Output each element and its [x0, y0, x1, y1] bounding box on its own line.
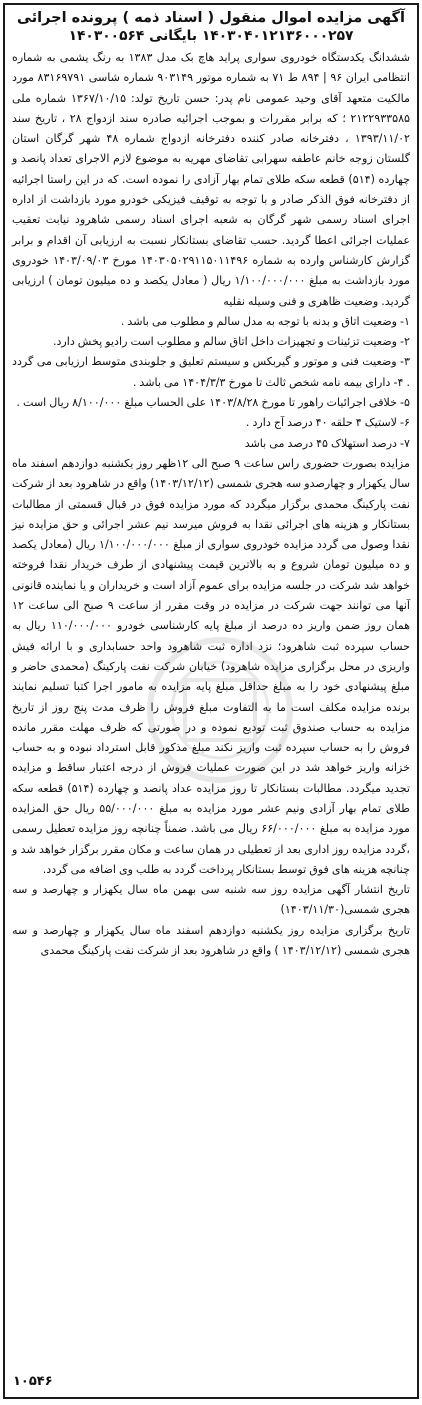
condition-item-3-4: ۳- وضعیت فنی و موتور و گیربکس و سیستم تعلیق و جلوبندی متوسط ارزیابی می گردد . ۴- دارای بیمه نامه شخص ثالث تا مورخ ۱۴۰۴/۳/۳ می باشد .: [12, 355, 410, 389]
auction-date-paragraph: تاریخ برگزاری مزایده روز یکشنبه دوازدهم اسفند ماه سال یکهزار و چهارصد و سه هجری شمسی (۱۴۰۳/۱۲/۱۲ ) واقع در شاهرود بعد از شرکت نفت پارکینگ محمدی: [12, 923, 410, 958]
condition-item-1: ۱- وضعیت اتاق و بدنه با توجه به مدل سالم و مطلوب می باشد .: [120, 314, 410, 328]
condition-item-7: ۷- درصد استهلاک ۴۵ درصد می باشد: [244, 436, 410, 450]
condition-item-2: ۲- وضعیت تزئینات و تجهیزات داخل اتاق سالم و مطلوب است رادیو پخش دارد.: [52, 335, 410, 349]
condition-item-6: ۶- لاستیک ۴ حلقه ۴۰ درصد آج دارد .: [245, 416, 410, 430]
notice-title: آگهی مزایده اموال منقول ( اسناد ذمه ) پرونده اجرائی: [17, 10, 405, 26]
publication-date-paragraph: تاریخ انتشار آگهی مزایده روز سه شنبه سی بهمن ماه سال یکهزار و چهارصد و سه هجری شمسی(۱۴۰۳/۱۱/۳۰): [12, 883, 410, 917]
auction-terms-paragraph: مزایده بصورت حضوری راس ساعت ۹ صبح الی ۱۲ظهر روز یکشنبه دوازدهم اسفند ماه سال یکهزار و چهارصدو سه هجری شمسی (۱۴۰۳/۱۲/۱۲) واقع در شاهرود بعد از شرکت نفت پارکینگ محمدی برگزار میگردد که مورد مزایده فوق در قبال قسمتی از مطالبات بستانکار و هزینه های اجرائی نقدا به فروش میرسد نیم عشر اجرائی و حق مزایده نیز نقدا وصول می گردد مزایده خودروی سواری از مبلغ ۱/۱۰۰/۰۰۰/۰۰۰ ریال (معادل یکصد و ده میلیون تومان شروع و به بالاترین قیمت پیشنهادی از طرف خریدار نقدا فروخته خواهد شد شرکت در جلسه مزایده برای عموم آزاد است و خریداران و یا نماینده قانونی آنها می توانند جهت شرکت در مزایده در وقت مقرر از ساعت ۹ صبح الی ساعت ۱۲ همان روز ضمن واریز ده درصد از مبلغ پایه کارشناسی خودرو ۱۱۰/۰۰۰/۰۰۰ ریال به حساب سپرده ثبت شاهرود؛ نزد اداره ثبت شاهرود واحد حسابداری و با ارائه فیش واریزی در محل برگزاری مزایده شاهرود) خیابان شرکت نفت پارکینگ (محمدی حاضر و مبلغ پیشنهادی خود را به مبلغ حداقل مبلغ پایه مزایده به مامور اجرا کتبا تسلیم نمایند برنده مزایده مکلف است ما به التفاوت مبلغ فروش را ظرف مدت پنج روز از تاریخ مزایده به حساب صندوق ثبت تودیع نموده و در صورتی که ظرف مهلت مقرر مانده فروش را به حساب سپرده ثبت واریز نکند مبلغ مذکور قابل استرداد نبوده و به حساب خزانه واریز خواهد شد در این صورت عملیات فروش از درجه اعتبار ساقط و مزایده تجدید میگردد. مطالبات بستانکار تا روز مزایده عداد پانصد و چهارده (۵۱۴) قطعه سکه طلای تمام بهار آزادی ونیم عشر مورد مزایده به مبلغ ۵۵/۰۰۰/۰۰۰ ریال حق المزایده مورد مزایده به مبلغ ۶۶/۰۰۰/۰۰۰ ریال می باشد. ضمناً چنانچه روز مزایده تعطیل رسمی ،گردد مزایده روز اداری بعد از تعطیلی در همان ساعت و مکان مقرر برگزار خواهد شد و چنانچه هزینه های فوق توسط بستانکار پرداخت گردد به طلب وی اضافه می گردد.: [12, 456, 410, 876]
notice-file-number: ۱۴۰۳۰۴۰۱۲۱۳۶۰۰۰۲۵۷ بایگانی ۱۴۰۳۰۰۵۶۴: [68, 28, 354, 44]
auction-notice: [3, 3, 419, 1399]
condition-item-5: ۵- خلافی اجرائیات راهور تا مورخ ۱۴۰۳/۸/۲۸ علی الحساب مبلغ ۸/۱۰۰/۰۰۰ ریال است .: [16, 396, 410, 410]
vehicle-description-paragraph: ششدانگ یکدستگاه خودروی سواری پراید هاچ بک مدل ۱۳۸۳ به رنگ یشمی به شماره انتظامی ایران ۹۶ | ۸۹۴ ط ۷۱ به شماره موتور ۹۰۳۱۴۹ شماره شاسی ۸۳۱۶۹۷۹۱ مورد مالکیت متعهد آقای وحید عمومی نام پدر: حسن تاریخ تولد: ۱۳۶۷/۱۰/۱۵ شماره ملی ۲۱۲۲۹۳۳۵۸۵ ؛ که برابر مقررات و بموجب اجرائیه صادره سند ازدواج ۲۸ ، تاریخ سند ۱۳۹۳/۱۱/۰۲ ، دفترخانه صادر کننده دفترخانه ازدواج شماره ۴۸ شهر گرگان استان گلستان زوجه خانم عاطفه سهرابی تقاضای مهریه به موضوع لازم الاجرای تعداد پانصد و چهارده (۵۱۴) قطعه سکه طلای تمام بهار آزادی را نموده است. که در این راستا اجرائیه از دفترخانه فوق الذکر صادر و با توجه به توقیف فیزیکی خودرو مورد بازداشت از اداره اجرای اسناد رسمی شهر گرگان به شعبه اجرای اسناد رسمی شاهرود نیابت تعقیب عملیات اجرائی اعطا گردید. حسب تقاضای بستانکار نسبت به ارزیابی آن اقدام و برابر گزارش کارشناس وارده به شماره ۱۴۰۳۰۵۰۲۹۱۱۵۰۱۱۴۹۶ مورخ ۱۴۰۳/۰۹/۰۳ خودروی مورد بازداشت به مبلغ ۱/۱۰۰/۰۰۰/۰۰۰ ریال ( معادل یکصد و ده میلیون تومان ) ارزیابی گردید. وضعیت ظاهری و فنی وسیله نقلیه: [12, 51, 411, 308]
notice-code: ۱۰۵۴۶: [13, 1374, 53, 1389]
